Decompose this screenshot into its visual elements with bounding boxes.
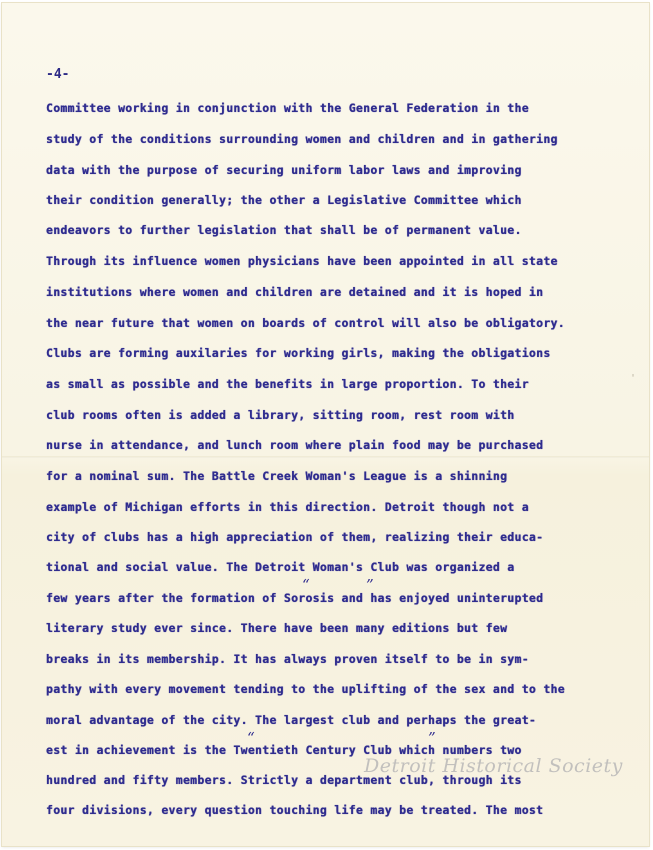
handwritten-close-quote: ” bbox=[428, 729, 436, 747]
text-line: Through its influence women physicians have been appointed in all state bbox=[46, 254, 558, 268]
text-line: data with the purpose of securing uniform labor laws and improving bbox=[46, 163, 522, 177]
handwritten-open-quote: “ bbox=[302, 576, 310, 594]
page-number: -4- bbox=[46, 67, 70, 82]
text-line: as small as possible and the benefits in large proportion. To their bbox=[46, 377, 529, 391]
text-line: for a nominal sum. The Battle Creek Woman's League is a shinning bbox=[46, 469, 508, 483]
text-line: endeavors to further legislation that shall be of permanent value. bbox=[46, 223, 522, 237]
text-line: their condition generally; the other a Legislative Committee which bbox=[46, 193, 522, 207]
text-line: hundred and fifty members. Strictly a department club, through its bbox=[46, 773, 522, 787]
text-line: club rooms often is added a library, sitting room, rest room with bbox=[46, 408, 515, 422]
handwritten-open-quote: “ bbox=[247, 729, 255, 747]
text-line: few years after the formation of Sorosis and has enjoyed uninterupted bbox=[46, 591, 544, 605]
text-line: nurse in attendance, and lunch room where plain food may be purchased bbox=[46, 438, 544, 452]
text-line: city of clubs has a high appreciation of them, realizing their educa- bbox=[46, 530, 544, 544]
text-line: the near future that women on boards of control will also be obligatory. bbox=[46, 316, 565, 330]
paper-mark: ' bbox=[630, 373, 637, 384]
text-line: literary study ever since. There have been many editions but few bbox=[46, 621, 508, 635]
text-line: study of the conditions surrounding women and children and in gathering bbox=[46, 132, 558, 146]
text-line: est in achievement is the Twentieth Century Club which numbers two bbox=[46, 743, 522, 757]
text-line: example of Michigan efforts in this direction. Detroit though not a bbox=[46, 500, 529, 514]
text-line: Committee working in conjunction with the General Federation in the bbox=[46, 101, 529, 115]
handwritten-close-quote: ” bbox=[366, 576, 374, 594]
text-line: Clubs are forming auxilaries for working girls, making the obligations bbox=[46, 346, 551, 360]
text-line: institutions where women and children are detained and it is hoped in bbox=[46, 285, 544, 299]
text-line: moral advantage of the city. The largest club and perhaps the great- bbox=[46, 713, 537, 727]
watermark: Detroit Historical Society bbox=[364, 755, 623, 777]
text-line: pathy with every movement tending to the uplifting of the sex and to the bbox=[46, 682, 565, 696]
paper-fold-crease bbox=[2, 456, 649, 458]
document-page bbox=[2, 3, 649, 846]
text-line: breaks in its membership. It has always proven itself to be in sym- bbox=[46, 652, 529, 666]
text-line: four divisions, every question touching life may be treated. The most bbox=[46, 803, 544, 817]
text-line: tional and social value. The Detroit Woman's Club was organized a bbox=[46, 560, 515, 574]
